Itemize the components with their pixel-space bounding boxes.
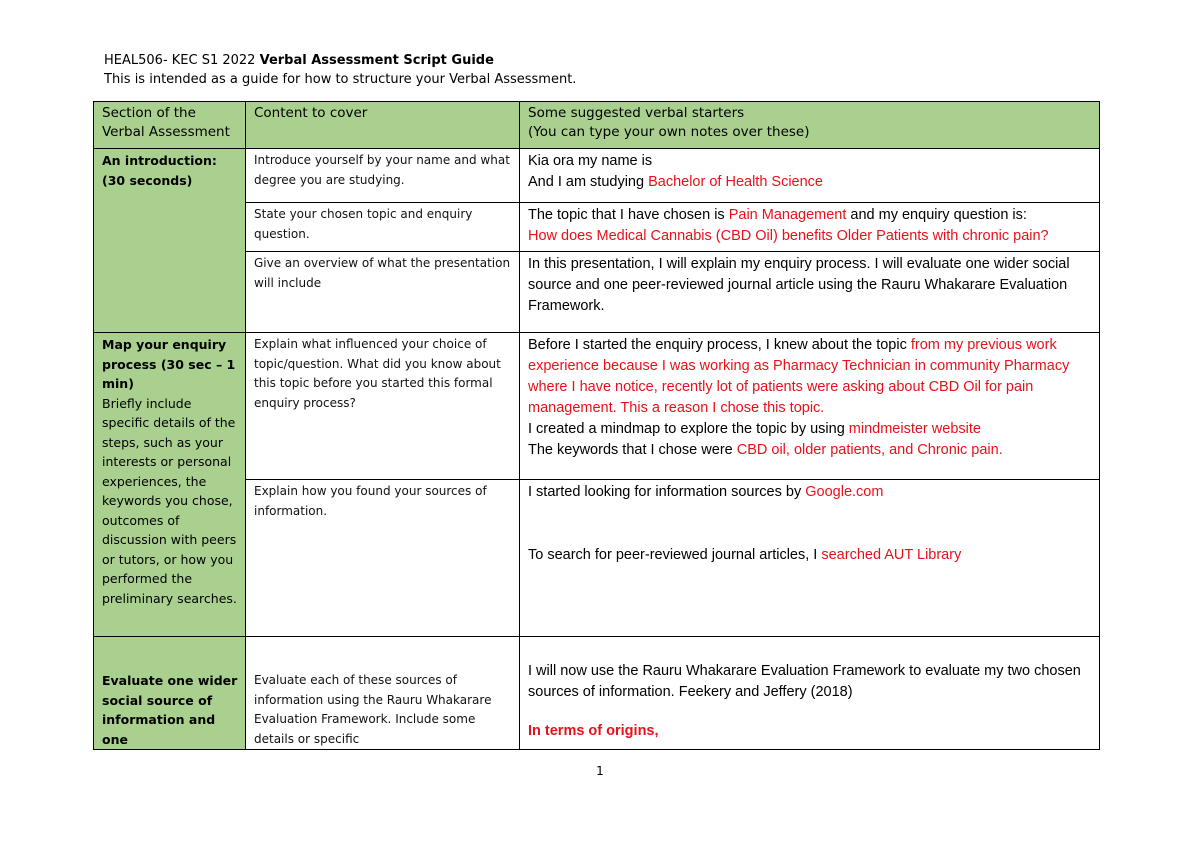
starter-line: To search for peer-reviewed journal articles, I — [528, 547, 822, 563]
starter-line: I started looking for information sources by — [528, 484, 806, 500]
starter-line: And I am studying — [528, 174, 649, 190]
starter-text[interactable] — [528, 151, 1093, 193]
starter-highlight: Pain Management — [728, 207, 847, 223]
content-text: Explain how you found your sources of information. — [254, 484, 487, 518]
header-section: Section of the Verbal Assessment — [94, 102, 246, 149]
starter-line: I will now use the Rauru Whakarare Evaluation Framework to evaluate my two chosen sources of information. Feekery and Jeffery (2018) — [528, 663, 1081, 700]
header-starters — [520, 102, 1100, 149]
table-row — [94, 333, 1100, 480]
header-starters-line1: Some suggested verbal starters — [528, 105, 745, 121]
section-title: An introduction: — [102, 153, 217, 168]
starter-highlight: In terms of origins, — [528, 723, 659, 739]
starter-cell[interactable] — [520, 637, 1100, 750]
starter-text[interactable] — [528, 661, 1093, 742]
content-text: Introduce yourself by your name and what degree you are studying. — [254, 153, 510, 187]
section-evaluate — [94, 637, 246, 750]
table-header-row — [94, 102, 1100, 149]
section-time: (30 seconds) — [102, 172, 193, 188]
enquiry-question: How does Medical Cannabis (CBD Oil) benefits Older Patients with chronic pain? — [528, 228, 1049, 244]
script-guide-table — [93, 101, 1100, 750]
starter-line: The topic that I have chosen is — [528, 207, 729, 223]
starter-cell[interactable] — [520, 149, 1100, 203]
header-starters-line2: (You can type your own notes over these) — [528, 124, 810, 140]
header-title-line — [104, 52, 576, 70]
header-content: Content to cover — [246, 102, 520, 149]
content-text: Evaluate each of these sources of information using the Rauru Whakarare Evaluation Framework. Include some details or specific — [254, 673, 492, 746]
starter-cell[interactable] — [520, 252, 1100, 333]
section-body: Briefly include specific details of the steps, such as your interests or personal experiences, the keywords you chose, outcomes of discussion with peers or tutors, or how you performed the preliminary searches. — [102, 395, 237, 606]
starter-highlight: Google.com — [805, 484, 884, 500]
section-introduction — [94, 149, 246, 333]
starter-line: Before I started the enquiry process, I knew about the topic — [528, 337, 911, 353]
starter-cell[interactable] — [520, 480, 1100, 637]
section-title: Map your enquiry process (30 sec – 1 min) — [102, 337, 236, 391]
table-row — [94, 149, 1100, 203]
starter-cell[interactable] — [520, 333, 1100, 480]
content-cell — [246, 252, 520, 333]
content-cell — [246, 637, 520, 750]
starter-cell[interactable] — [520, 203, 1100, 252]
document-subtitle: This is intended as a guide for how to structure your Verbal Assessment. — [104, 72, 577, 87]
starter-highlight: mindmeister website — [848, 421, 981, 437]
content-cell — [246, 333, 520, 480]
starter-text[interactable]: In this presentation, I will explain my enquiry process. I will evaluate one wider social source and one peer-reviewed journal article using the Rauru Whakarare Evaluation Framework. — [528, 256, 1070, 314]
starter-text[interactable] — [528, 205, 1093, 247]
content-cell — [246, 149, 520, 203]
page-number: 1 — [596, 764, 604, 778]
starter-highlight: searched AUT Library — [821, 547, 962, 563]
starter-line: and my enquiry question is: — [846, 207, 1027, 223]
section-title: Evaluate one wider social source of information and one — [102, 673, 238, 747]
starter-highlight: from my previous work experience because I was working as Pharmacy Technician in community Pharmacy where I have notice, recently lot of patients were asking about CBD Oil for pain management. This a reason I chose this topic. — [528, 337, 1070, 416]
starter-highlight: CBD oil, older patients, and Chronic pain. — [736, 442, 1003, 458]
content-text: Give an overview of what the presentation will include — [254, 256, 511, 290]
starter-highlight: Bachelor of Health Science — [648, 174, 823, 190]
document-title: Verbal Assessment Script Guide — [259, 53, 494, 68]
section-enquiry — [94, 333, 246, 637]
starter-line: I created a mindmap to explore the topic by using — [528, 421, 849, 437]
content-text: State your chosen topic and enquiry question. — [254, 207, 473, 241]
starter-text[interactable] — [528, 482, 1093, 566]
table-row — [94, 637, 1100, 750]
content-cell — [246, 480, 520, 637]
starter-line: The keywords that I chose were — [528, 442, 737, 458]
content-cell — [246, 203, 520, 252]
document-header — [104, 52, 576, 90]
starter-text[interactable] — [528, 335, 1093, 461]
course-code: HEAL506- KEC S1 2022 — [104, 53, 256, 68]
starter-line: Kia ora my name is — [528, 153, 653, 169]
content-text: Explain what influenced your choice of topic/question. What did you know about this topic before you started this formal enquiry process? — [254, 337, 501, 410]
